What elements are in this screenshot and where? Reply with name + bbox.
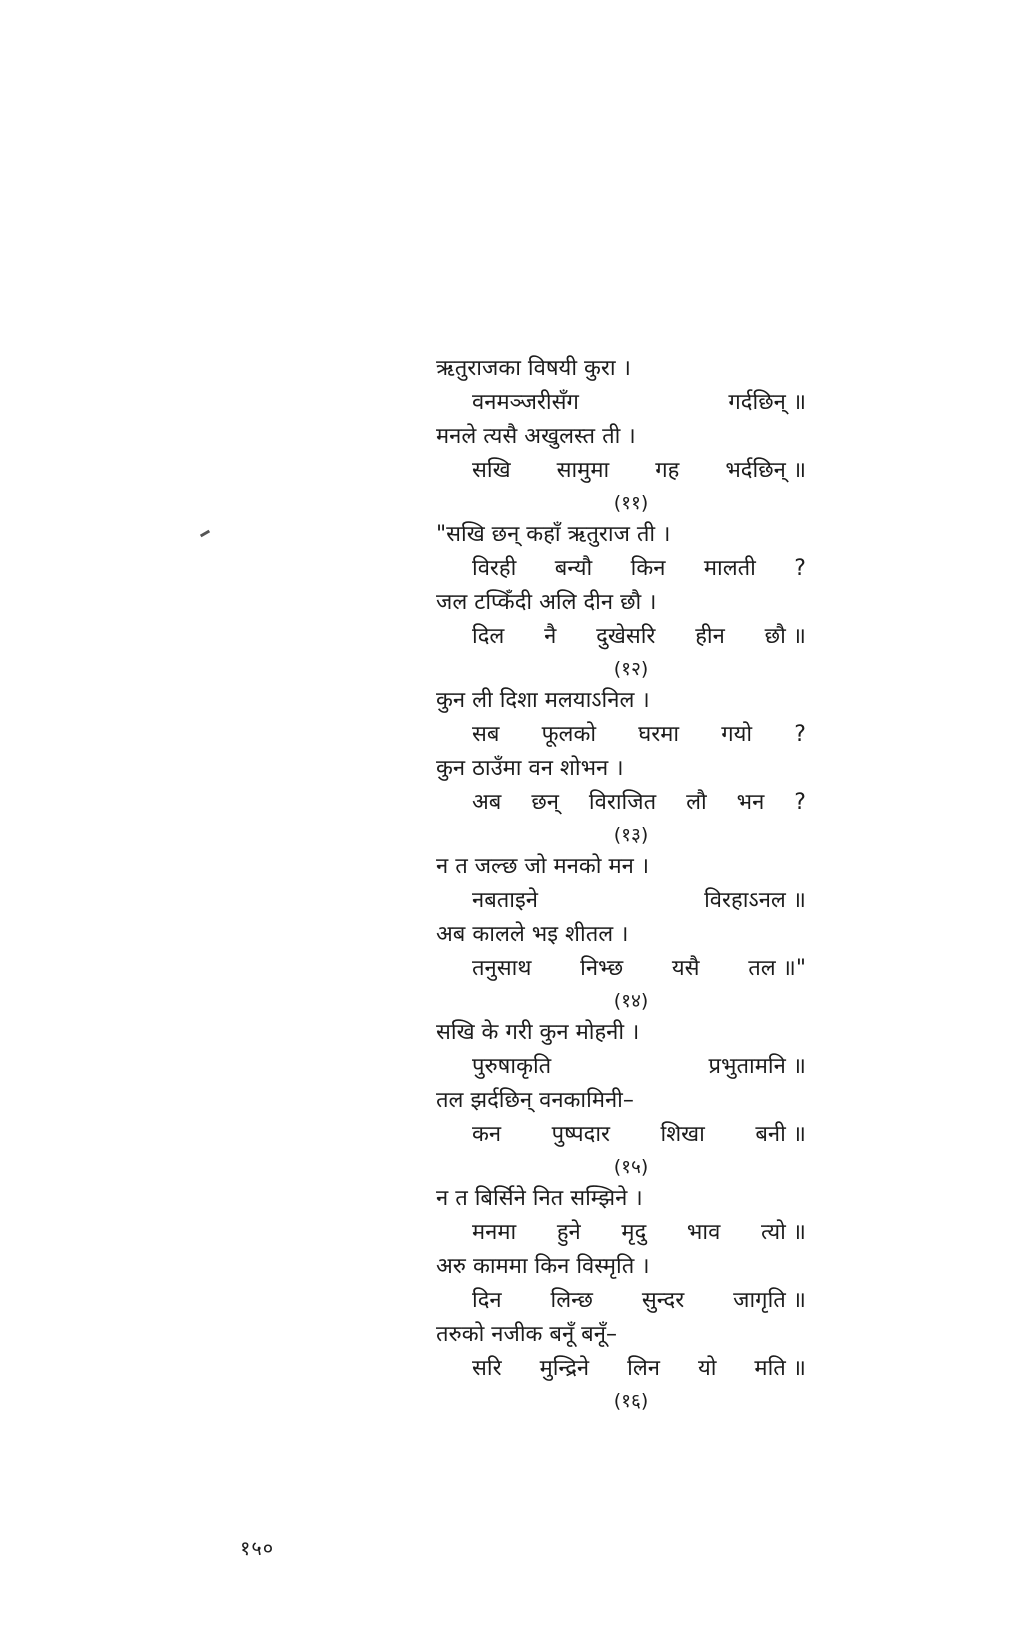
verse-word: पुष्पदार	[551, 1122, 611, 1147]
verse-line	[436, 718, 806, 752]
verse-word: अब	[472, 790, 502, 815]
verse-word: तरुको नजीक बनूँ बनूँ–	[436, 1322, 617, 1347]
verse-word: कन	[472, 1122, 502, 1147]
verse-word: सुन्दर	[641, 1288, 685, 1313]
poem-text	[436, 352, 806, 1416]
verse-word: दुखेसरि	[596, 624, 656, 649]
verse-word: लिन्छ	[550, 1288, 593, 1313]
verse-word: पुरुषाकृति	[472, 1054, 552, 1079]
verse-word: ?	[794, 722, 806, 747]
verse-word: अरु काममा किन विस्मृति ।	[436, 1254, 650, 1279]
verse-line	[436, 684, 806, 718]
verse-word: तल ॥"	[748, 956, 806, 981]
verse-word: नबताइने	[472, 888, 539, 913]
verse-word: प्रभुतामनि ॥	[708, 1054, 806, 1079]
verse-word: लिन	[627, 1356, 660, 1381]
verse-line	[436, 1216, 806, 1250]
verse-word: न त जल्छ जो मनको मन ।	[436, 854, 650, 879]
verse-line	[436, 918, 806, 952]
verse-line	[436, 752, 806, 786]
page-number: १५०	[240, 1536, 275, 1560]
stanza-number: (१६)	[613, 1390, 649, 1412]
verse-word: सामुमा	[556, 458, 610, 483]
verse-word: मति ॥	[754, 1356, 806, 1381]
verse-word: तनुसाथ	[472, 956, 532, 981]
verse-word: "सखि छन् कहाँ ऋतुराज ती ।	[436, 522, 671, 547]
verse-word: विराजित	[588, 790, 657, 815]
verse-word: हुने	[556, 1220, 581, 1245]
verse-line	[436, 1016, 806, 1050]
verse-word: ऋतुराजका विषयी कुरा ।	[436, 356, 631, 381]
verse-line	[436, 386, 806, 420]
verse-word: सरि	[472, 1356, 502, 1381]
verse-word: भन	[736, 790, 765, 815]
stanza	[436, 850, 806, 1016]
verse-word: न त बिर्सिने नित सम्झिने ।	[436, 1186, 643, 1211]
verse-word: मुन्द्रिने	[539, 1356, 590, 1381]
stanza-number: (१५)	[613, 1156, 649, 1178]
verse-word: विरही	[472, 556, 517, 581]
verse-word: सब	[472, 722, 500, 747]
verse-word: गयो	[721, 722, 753, 747]
verse-word: सखि के गरी कुन मोहनी ।	[436, 1020, 640, 1045]
verse-word: विरहाऽनल ॥	[704, 888, 806, 913]
verse-word: लौ	[686, 790, 707, 815]
verse-line	[436, 884, 806, 918]
verse-word: दिल	[472, 624, 505, 649]
verse-line	[436, 586, 806, 620]
verse-word: घरमा	[638, 722, 680, 747]
verse-line	[436, 1284, 806, 1318]
verse-line	[436, 1084, 806, 1118]
verse-word: भाव	[686, 1220, 721, 1245]
verse-line	[436, 1182, 806, 1216]
verse-word: वनमञ्जरीसँग	[472, 390, 579, 415]
verse-word: मनले त्यसै अखुलस्त ती ।	[436, 424, 636, 449]
verse-line	[436, 352, 806, 386]
stanza	[436, 1016, 806, 1182]
stanza	[436, 518, 806, 684]
verse-line	[436, 552, 806, 586]
verse-word: निभ्छ	[580, 956, 624, 981]
verse-word: अब कालले भइ शीतल ।	[436, 922, 629, 947]
stanza	[436, 1182, 806, 1416]
verse-word: फूलको	[541, 722, 597, 747]
verse-word: यसै	[671, 956, 700, 981]
verse-word: नै	[544, 624, 557, 649]
verse-word: छन्	[531, 790, 559, 815]
verse-word: शिखा	[660, 1122, 705, 1147]
verse-word: गर्दछिन् ॥	[728, 390, 806, 415]
verse-word: भर्दछिन् ॥	[725, 458, 806, 483]
verse-word: कुन ठाउँमा वन शोभन ।	[436, 756, 624, 781]
verse-word: बनी ॥	[755, 1122, 806, 1147]
stanza	[436, 684, 806, 850]
verse-word: किन	[630, 556, 666, 581]
verse-line	[436, 454, 806, 488]
stanza-number: (११)	[613, 492, 649, 514]
verse-line	[436, 420, 806, 454]
verse-word: गह	[655, 458, 680, 483]
verse-word: कुन ली दिशा मलयाऽनिल ।	[436, 688, 650, 713]
verse-word: दिन	[472, 1288, 502, 1313]
verse-word: जल टप्किँदी अलि दीन छौ ।	[436, 590, 657, 615]
verse-word: मालती	[703, 556, 756, 581]
verse-word: जागृति ॥	[733, 1288, 806, 1313]
verse-word: छौ ॥	[764, 624, 806, 649]
stanza-number: (१४)	[613, 990, 649, 1012]
verse-line	[436, 850, 806, 884]
verse-line	[436, 1352, 806, 1386]
verse-line	[436, 518, 806, 552]
verse-word: ?	[794, 790, 806, 815]
verse-word: मनमा	[472, 1220, 517, 1245]
verse-line	[436, 1050, 806, 1084]
verse-line	[436, 1118, 806, 1152]
verse-word: हीन	[695, 624, 725, 649]
verse-word: बन्यौ	[554, 556, 593, 581]
stanza	[436, 352, 806, 518]
verse-word: ?	[794, 556, 806, 581]
verse-line	[436, 1318, 806, 1352]
verse-word: यो	[697, 1356, 717, 1381]
verse-word: त्यो ॥	[760, 1220, 806, 1245]
verse-word: तल झर्दछिन् वनकामिनी–	[436, 1088, 634, 1113]
verse-line	[436, 1250, 806, 1284]
verse-word: सखि	[472, 458, 511, 483]
stanza-number: (१३)	[613, 824, 649, 846]
stanza-number: (१२)	[613, 658, 649, 680]
verse-line	[436, 620, 806, 654]
ink-speck	[200, 530, 210, 538]
verse-line	[436, 786, 806, 820]
verse-word: मृदु	[621, 1220, 647, 1245]
verse-line	[436, 952, 806, 986]
